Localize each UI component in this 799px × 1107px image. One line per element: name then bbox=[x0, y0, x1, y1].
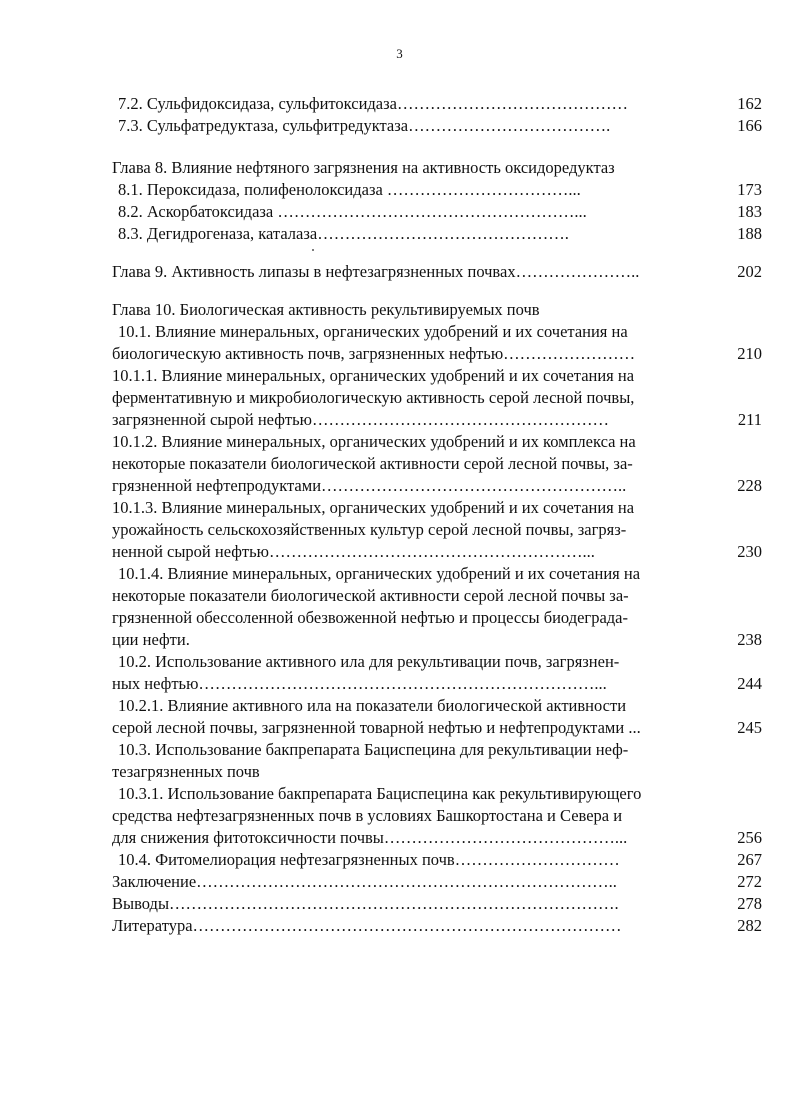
toc-entry-10-1-4-line bbox=[112, 629, 762, 651]
toc-page-number: 230 bbox=[737, 542, 762, 561]
toc-entry-8-3 bbox=[112, 223, 762, 245]
toc-entry-label: 10.4. Фитомелиорация нефтезагрязненных почв………………………… bbox=[118, 850, 620, 869]
toc-page-number: 210 bbox=[737, 344, 762, 363]
toc-entry-10-3-1-line bbox=[112, 783, 762, 805]
toc-entry-label: 10.1.2. Влияние минеральных, органических удобрений и их комплекса на bbox=[112, 432, 636, 451]
scan-speck bbox=[312, 249, 314, 251]
toc-entry-10-1-4-line bbox=[112, 585, 762, 607]
toc-entry-label: 10.3.1. Использование бакпрепарата Бациспецина как рекультивирующего bbox=[118, 784, 642, 803]
toc-entry-10-1-line bbox=[112, 321, 762, 343]
toc-chapter-10 bbox=[112, 299, 762, 321]
toc-page-number: 228 bbox=[737, 476, 762, 495]
toc-entry-10-3-line bbox=[112, 761, 762, 783]
toc-entry-10-3-1-line bbox=[112, 827, 762, 849]
toc-entry-10-1-3-line bbox=[112, 497, 762, 519]
toc-page-number: 282 bbox=[737, 916, 762, 935]
toc-entry-label: 10.1.3. Влияние минеральных, органических удобрений и их сочетания на bbox=[112, 498, 635, 517]
toc-page-number: 244 bbox=[737, 674, 762, 693]
toc-entry-10-2-1-line bbox=[112, 695, 762, 717]
toc-entry-10-4 bbox=[112, 849, 762, 871]
toc-entry-conclusion bbox=[112, 871, 762, 893]
toc-chapter-label: Глава 8. Влияние нефтяного загрязнения на активность оксидоредуктаз bbox=[112, 158, 615, 177]
toc-entry-10-2-1-line bbox=[112, 717, 762, 739]
toc-entry-label: 7.3. Сульфатредуктаза, сульфитредуктаза………………………………. bbox=[118, 116, 611, 135]
toc-page-number: 166 bbox=[737, 116, 762, 135]
toc-page-number: 173 bbox=[737, 180, 762, 199]
toc-entry-label: урожайность сельскохозяйственных культур серой лесной почвы, загряз- bbox=[112, 520, 627, 539]
toc-entry-label: для снижения фитотоксичности почвы……………………………………... bbox=[112, 828, 628, 847]
toc-entry-8-1 bbox=[112, 179, 762, 201]
table-of-contents bbox=[112, 93, 762, 937]
toc-page-number: 256 bbox=[737, 828, 762, 847]
toc-entry-label: Заключение………………………………………………………………….. bbox=[112, 872, 617, 891]
toc-page-number: 245 bbox=[737, 718, 762, 737]
toc-entry-label: 8.3. Дегидрогеназа, каталаза………………………………………. bbox=[118, 224, 569, 243]
toc-entry-10-1-4-line bbox=[112, 563, 762, 585]
toc-entry-label: 10.2.1. Влияние активного ила на показатели биологической активности bbox=[118, 696, 627, 715]
toc-entry-label: некоторые показатели биологической активности серой лесной почвы, за- bbox=[112, 454, 633, 473]
toc-entry-label: грязненной нефтепродуктами……………………………………………….. bbox=[112, 476, 627, 495]
toc-chapter-label: Глава 9. Активность липазы в нефтезагрязненных почвах………………….. bbox=[112, 262, 640, 281]
toc-chapter-8 bbox=[112, 157, 762, 179]
toc-page-number: 272 bbox=[737, 872, 762, 891]
toc-entry-10-2-line bbox=[112, 673, 762, 695]
toc-entry-findings bbox=[112, 893, 762, 915]
toc-entry-label: грязненной обессоленной обезвоженной нефтью и процессы биодеграда- bbox=[112, 608, 628, 627]
toc-entry-10-1-2-line bbox=[112, 431, 762, 453]
toc-entry-10-3-line bbox=[112, 739, 762, 761]
toc-entry-label: Литература…………………………………………………………………… bbox=[112, 916, 622, 935]
page-number: 3 bbox=[396, 46, 403, 61]
toc-entry-label: ненной сырой нефтью…………………………………………………... bbox=[112, 542, 595, 561]
toc-page-number: 202 bbox=[737, 262, 762, 281]
toc-entry-10-1-4-line bbox=[112, 607, 762, 629]
toc-page-number: 188 bbox=[737, 224, 762, 243]
toc-entry-label: ферментативную и микробиологическую активность серой лесной почвы, bbox=[112, 388, 635, 407]
toc-entry-10-1-1-line bbox=[112, 387, 762, 409]
toc-entry-label: 10.1. Влияние минеральных, органических удобрений и их сочетания на bbox=[118, 322, 628, 341]
toc-entry-7-2 bbox=[112, 93, 762, 115]
toc-entry-label: загрязненной сырой нефтью……………………………………………… bbox=[112, 410, 609, 429]
toc-entry-label: Выводы………………………………………………………………………. bbox=[112, 894, 619, 913]
toc-entry-10-1-line bbox=[112, 343, 762, 365]
toc-entry-label: биологическую активность почв, загрязненных нефтью…………………… bbox=[112, 344, 636, 363]
toc-entry-label: 10.2. Использование активного ила для рекультивации почв, загрязнен- bbox=[118, 652, 620, 671]
toc-entry-10-2-line bbox=[112, 651, 762, 673]
toc-entry-label: 10.3. Использование бакпрепарата Бациспецина для рекультивации неф- bbox=[118, 740, 629, 759]
toc-entry-label: тезагрязненных почв bbox=[112, 762, 260, 781]
toc-page-number: 267 bbox=[737, 850, 762, 869]
toc-entry-label: 7.2. Сульфидоксидаза, сульфитоксидаза…………………………………… bbox=[118, 94, 628, 113]
toc-chapter-9 bbox=[112, 261, 762, 283]
toc-entry-label: 8.2. Аскорбатоксидаза ………………………………………………... bbox=[118, 202, 587, 221]
toc-entry-label: 10.1.4. Влияние минеральных, органических удобрений и их сочетания на bbox=[118, 564, 641, 583]
toc-entry-10-1-1-line bbox=[112, 409, 762, 431]
toc-page-number: 183 bbox=[737, 202, 762, 221]
toc-page-number: 238 bbox=[737, 630, 762, 649]
toc-entry-label: некоторые показатели биологической активности серой лесной почвы за- bbox=[112, 586, 629, 605]
toc-page-number: 278 bbox=[737, 894, 762, 913]
toc-chapter-label: Глава 10. Биологическая активность рекультивируемых почв bbox=[112, 300, 540, 319]
toc-entry-10-1-3-line bbox=[112, 541, 762, 563]
toc-entry-10-1-3-line bbox=[112, 519, 762, 541]
toc-entry-label: ных нефтью………………………………………………………………... bbox=[112, 674, 607, 693]
toc-entry-label: средства нефтезагрязненных почв в условиях Башкортостана и Севера и bbox=[112, 806, 623, 825]
toc-entry-label: ции нефти. bbox=[112, 630, 190, 649]
toc-entry-label: 8.1. Пероксидаза, полифенолоксидаза ……………………………... bbox=[118, 180, 581, 199]
toc-page-number: 211 bbox=[737, 410, 762, 429]
toc-entry-10-1-1-line bbox=[112, 365, 762, 387]
toc-entry-7-3 bbox=[112, 115, 762, 137]
toc-entry-10-1-2-line bbox=[112, 453, 762, 475]
toc-entry-8-2 bbox=[112, 201, 762, 223]
toc-entry-label: серой лесной почвы, загрязненной товарной нефтью и нефтепродуктами ... bbox=[112, 718, 641, 737]
toc-page-number: 162 bbox=[737, 94, 762, 113]
toc-entry-literature bbox=[112, 915, 762, 937]
toc-entry-10-1-2-line bbox=[112, 475, 762, 497]
toc-entry-label: 10.1.1. Влияние минеральных, органических удобрений и их сочетания на bbox=[112, 366, 635, 385]
toc-entry-10-3-1-line bbox=[112, 805, 762, 827]
